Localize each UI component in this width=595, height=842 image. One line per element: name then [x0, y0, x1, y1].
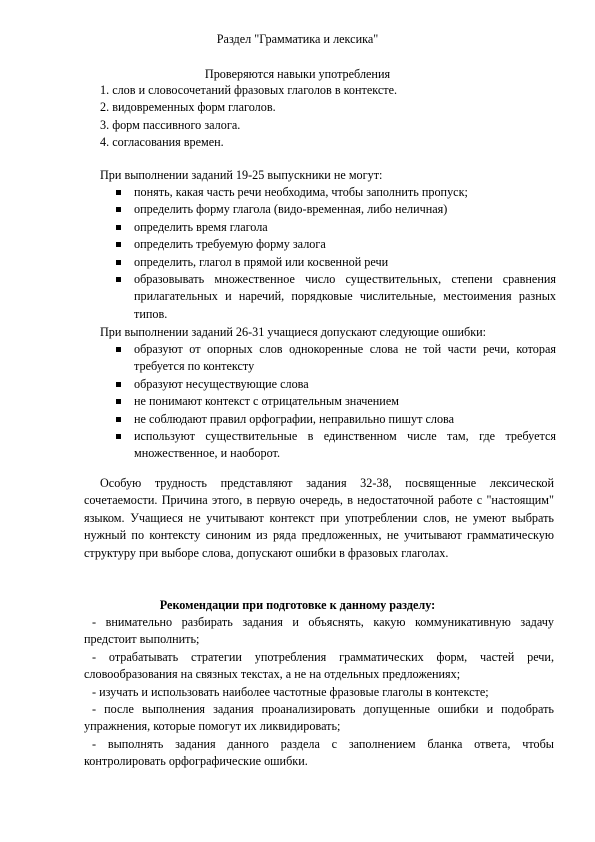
list-item	[116, 201, 556, 218]
list-item-text: не соблюдают правил орфографии, неправильно пишут слова	[134, 411, 455, 426]
skills-heading: Проверяются навыки употребления	[204, 67, 391, 81]
errors-list-19-25	[116, 184, 556, 323]
recommendation-item: - внимательно разбирать задания и объяснять, какую коммуникативную задачу предстоит выполнить;	[84, 615, 554, 647]
square-bullet-icon	[116, 242, 121, 247]
square-bullet-icon	[116, 382, 121, 387]
section-title: Раздел "Грамматика и лексика"	[216, 32, 379, 46]
skills-list	[100, 82, 560, 152]
lexical-difficulty-paragraph: Особую трудность представляют задания 32-38, посвященные лексической сочетаемости. Причина этого, в первую очередь, в недостаточной работе с "настоящим" языком. Учащиеся не учитывают контекст при употреблении слов, не умеют выбрать нужный по контексту синоним из ряда предложенных, не учитывают грамматическую структуру при выборе слова, допускают ошибки в фразовых глаголах.	[84, 476, 554, 560]
recommendation-item: - отрабатывать стратегии употребления грамматических форм, частей речи, словообразования на связных текстах, а не на отдельных предложениях;	[84, 649, 554, 682]
square-bullet-icon	[116, 434, 121, 439]
recommendations-list	[84, 614, 554, 771]
square-bullet-icon	[116, 207, 121, 212]
recommendation-item: - выполнять задания данного раздела с заполнением бланка ответа, чтобы контролировать орфографические ошибки.	[84, 736, 554, 769]
recommendation-item: - изучать и использовать наиболее частотные фразовые глаголы в контексте;	[92, 684, 489, 699]
recommendation-item: - после выполнения задания проанализировать допущенные ошибки и подобрать упражнения, которые помогут их ликвидировать;	[84, 702, 554, 734]
list-item	[116, 254, 556, 271]
list-item-text: образуют от опорных слов однокоренные слова не той части речи, которая требуется по контексту	[134, 342, 556, 374]
square-bullet-icon	[116, 190, 121, 195]
list-item-text: образовывать множественное число существительных, степени сравнения прилагательных и наречий, порядковые числительные, местоимения разных типов.	[134, 272, 556, 321]
list-item	[116, 411, 556, 428]
square-bullet-icon	[116, 347, 121, 352]
list-item	[116, 219, 556, 236]
list-item-text: определить требуемую форму залога	[134, 237, 326, 252]
square-bullet-icon	[116, 260, 121, 265]
square-bullet-icon	[116, 225, 121, 230]
list-item-text: определить форму глагола (видо-временная, либо неличная)	[134, 202, 448, 217]
tasks-19-25-intro: При выполнении заданий 19-25 выпускники не могут:	[100, 168, 383, 182]
skill-item: 3. форм пассивного залога.	[100, 117, 241, 132]
lexical-difficulty-section	[84, 475, 554, 562]
list-item	[116, 341, 556, 376]
list-item	[116, 376, 556, 393]
square-bullet-icon	[116, 417, 121, 422]
list-item-text: не понимают контекст с отрицательным значением	[134, 394, 399, 409]
list-item	[116, 236, 556, 253]
list-item-text: определить время глагола	[134, 219, 268, 234]
list-item	[116, 428, 556, 463]
skill-item: 1. слов и словосочетаний фразовых глаголов в контексте.	[100, 83, 398, 97]
list-item-text: определить, глагол в прямой или косвенной речи	[134, 254, 389, 269]
list-item	[116, 184, 556, 201]
list-item-text: образуют несуществующие слова	[134, 376, 309, 391]
skill-item: 2. видовременных форм глаголов.	[100, 100, 276, 115]
list-item	[116, 271, 556, 323]
list-item-text: понять, какая часть речи необходима, чтобы заполнить пропуск;	[134, 185, 468, 199]
list-item	[116, 393, 556, 410]
recommendations-heading: Рекомендации при подготовке к данному разделу:	[159, 598, 436, 612]
square-bullet-icon	[116, 277, 121, 282]
list-item-text: используют существительные в единственном числе там, где требуется множественное, и наоборот.	[134, 429, 556, 461]
tasks-26-31-intro: При выполнении заданий 26-31 учащиеся допускают следующие ошибки:	[100, 325, 487, 339]
skill-item: 4. согласования времен.	[100, 135, 224, 150]
square-bullet-icon	[116, 399, 121, 404]
errors-list-26-31	[116, 341, 556, 463]
